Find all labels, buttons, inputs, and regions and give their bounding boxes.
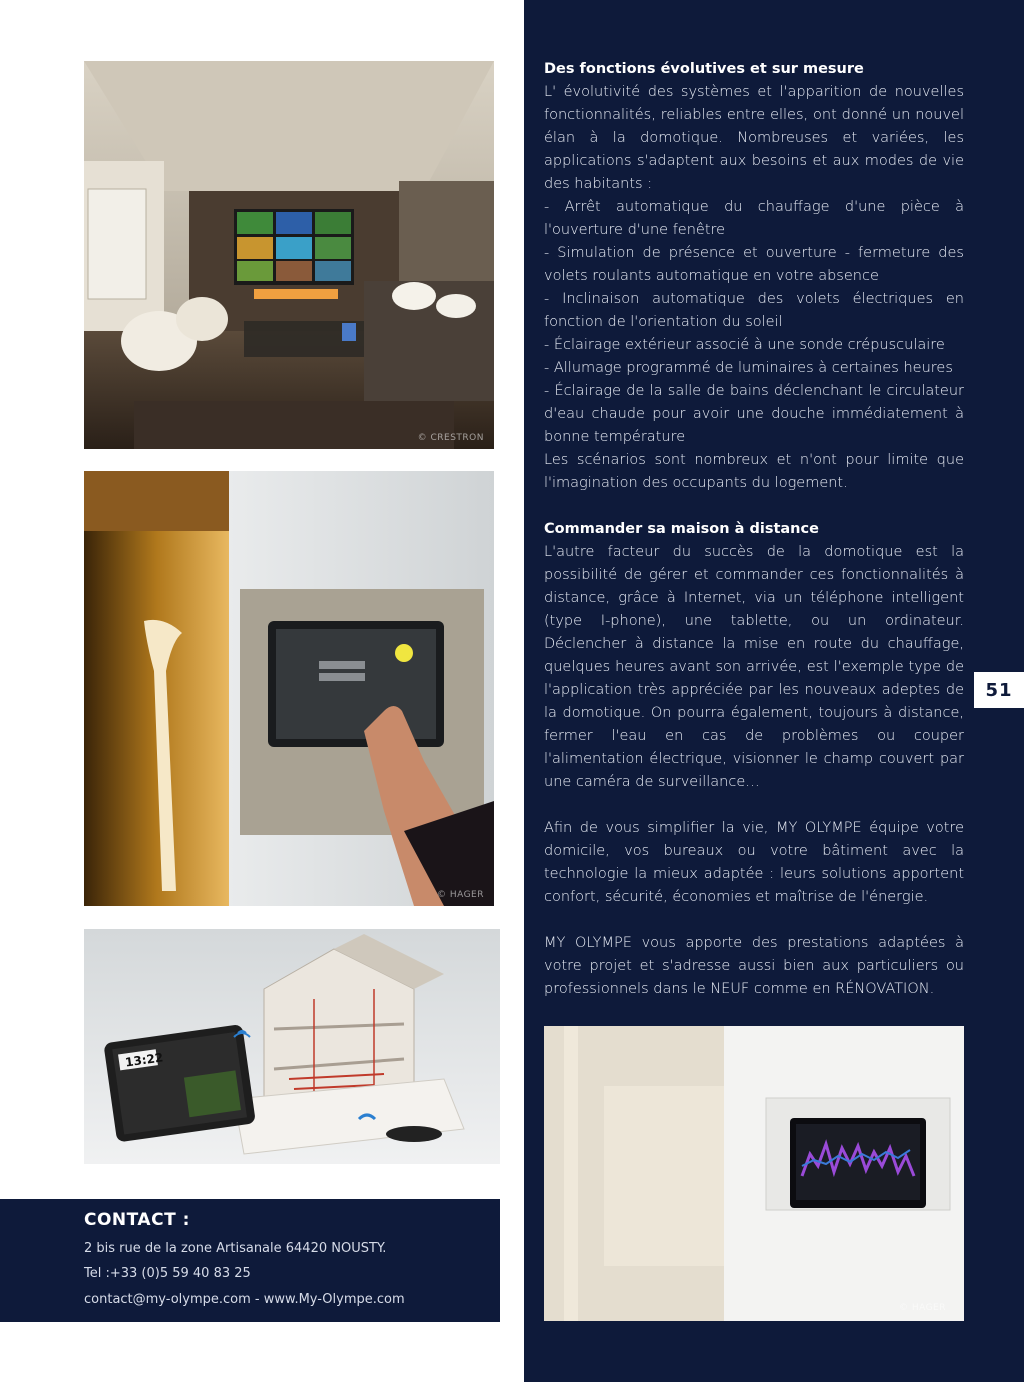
contact-block bbox=[0, 1199, 500, 1322]
list-item: - Inclinaison automatique des volets électriques en fonction de l'orientation du soleil bbox=[544, 291, 964, 330]
article-paragraph: Les scénarios sont nombreux et n'ont pour limite que l'imagination des occupants du logement. bbox=[544, 452, 964, 491]
living-room-photo bbox=[84, 61, 494, 449]
contact-phone: Tel :+33 (0)5 59 40 83 25 bbox=[84, 1266, 251, 1281]
wall-touch-panel-photo bbox=[84, 471, 494, 906]
list-item: - Simulation de présence et ouverture - fermeture des volets roulants automatique en votre absence bbox=[544, 245, 964, 284]
list-item: - Éclairage extérieur associé à une sonde crépusculaire bbox=[544, 337, 945, 353]
contact-address: 2 bis rue de la zone Artisanale 64420 NOUSTY. bbox=[84, 1241, 387, 1256]
list-item: - Arrêt automatique du chauffage d'une pièce à l'ouverture d'une fenêtre bbox=[544, 199, 964, 238]
section-title-evolutive: Des fonctions évolutives et sur mesure bbox=[544, 61, 864, 77]
contact-web[interactable]: contact@my-olympe.com - www.My-Olympe.com bbox=[84, 1292, 405, 1307]
list-item: - Allumage programmé de luminaires à certaines heures bbox=[544, 360, 953, 376]
photo-credit: © HAGER bbox=[898, 1303, 946, 1313]
article-body bbox=[544, 58, 964, 1001]
photo-credit: © CRESTRON bbox=[417, 433, 484, 443]
article-paragraph: Afin de vous simplifier la vie, MY OLYMPE équipe votre domicile, vos bureaux ou votre bâtiment avec la technologie la mieux adaptée : leurs solutions apportent confort, sécurité, économies et maîtrise de l'énergie. bbox=[544, 820, 964, 905]
section-title-remote: Commander sa maison à distance bbox=[544, 521, 819, 537]
article-paragraph: MY OLYMPE vous apporte des prestations adaptées à votre projet et s'adresse aussi bien aux particuliers ou professionnels dans le NEUF comme en RÉNOVATION. bbox=[544, 935, 964, 997]
contact-title: CONTACT : bbox=[84, 1210, 190, 1230]
page-number: 51 bbox=[974, 672, 1024, 708]
wall-screen-photo bbox=[544, 1026, 964, 1321]
tablet-clock: 13:22 bbox=[124, 1050, 165, 1070]
list-item: - Éclairage de la salle de bains déclenchant le circulateur d'eau chaude pour avoir une douche immédiatement à bonne température bbox=[544, 383, 964, 445]
article-paragraph: L' évolutivité des systèmes et l'apparition de nouvelles fonctionnalités, reliables entre elles, ont donné un nouvel élan à la domotique. Nombreuses et variées, les applications s'adaptent aux besoins et aux modes de vie des habitants : bbox=[544, 84, 964, 192]
smart-house-illustration bbox=[84, 929, 500, 1164]
photo-credit: © HAGER bbox=[436, 890, 484, 900]
article-paragraph: L'autre facteur du succès de la domotique est la possibilité de gérer et commander ces fonctionnalités à distance, grâce à Internet, via un téléphone intelligent (type I-phone), une tablette, ou un ordinateur. Déclencher à distance la mise en route du chauffage, quelques heures avant son arrivée, est l'exemple type de l'application très appréciée par les nouveaux adeptes de la domotique. On pourra également, toujours à distance, fermer l'eau en cas de problèmes ou couper l'alimentation électrique, visionner le champ couvert par une caméra de surveillance… bbox=[544, 544, 964, 790]
